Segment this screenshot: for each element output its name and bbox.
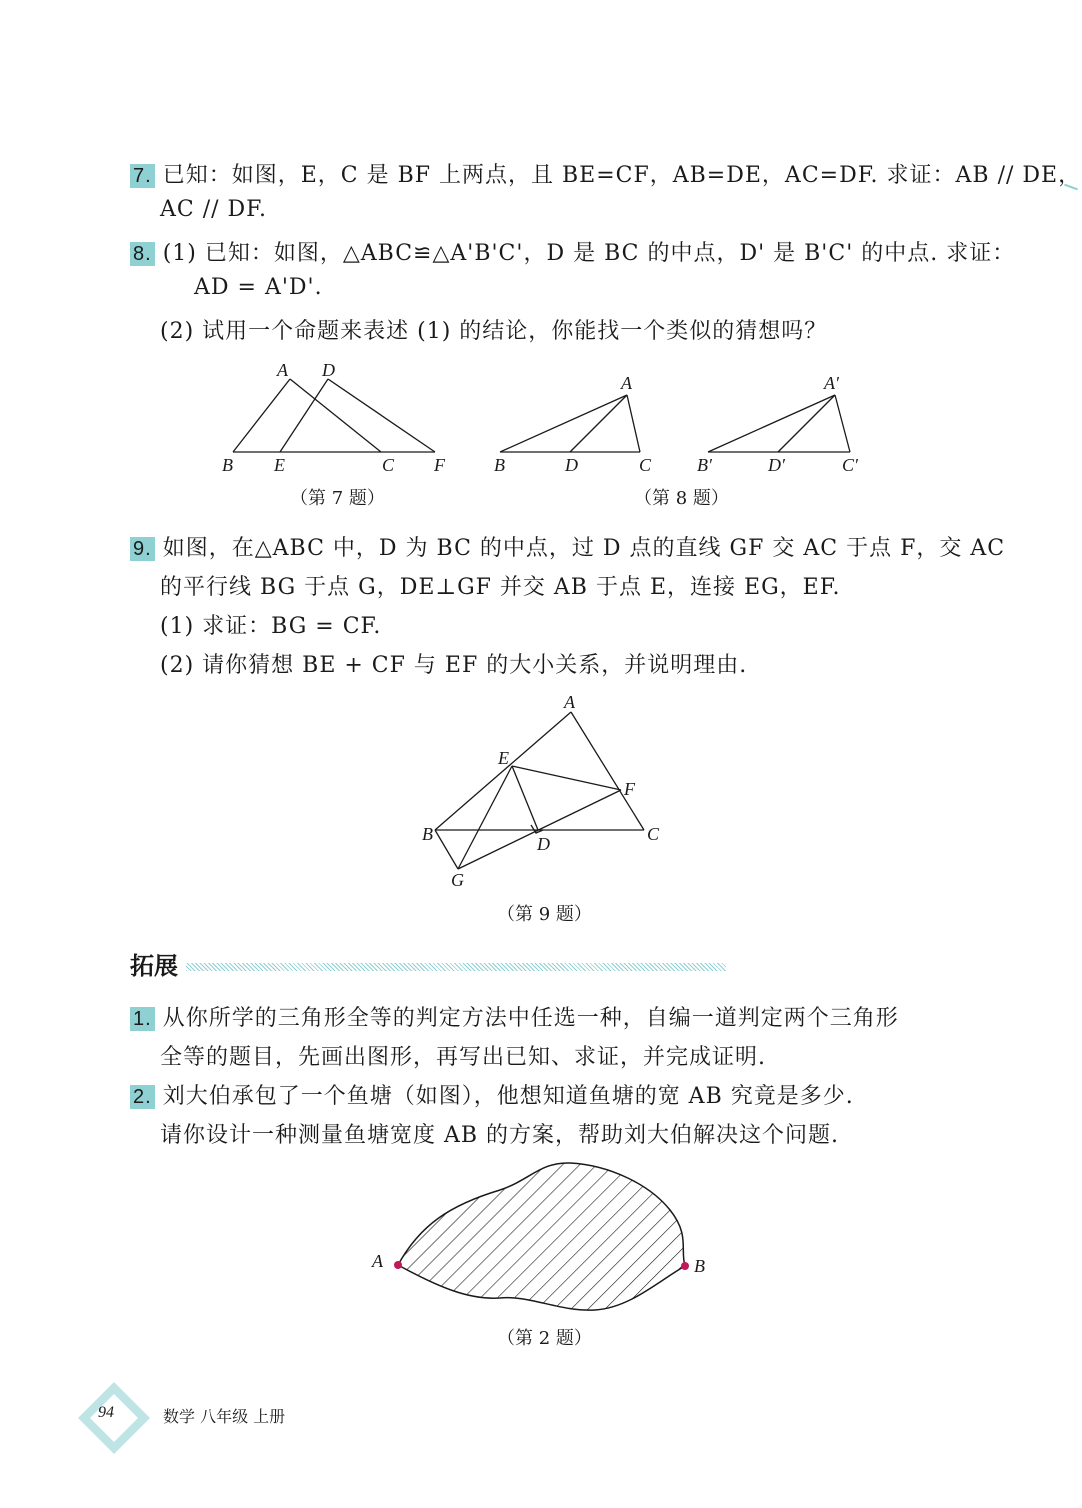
fig9 [0,680,1082,900]
section-title: 拓展 [130,952,178,980]
fig8-label-b: B [494,455,505,475]
q9-number: 9. [130,537,155,561]
page-number-badge [74,1378,154,1458]
q8-line2: AD = A'D'. [194,275,323,300]
fig7-label-e: E [274,455,285,475]
fig7-lines [233,379,435,452]
ext1-number: 1. [130,1007,155,1031]
fig8-label-a: A [621,373,632,393]
fig9-label-c: C [647,824,660,844]
fig7-label-c: C [382,455,395,475]
q9-line2: 的平行线 BG 于点 G，DE⊥GF 并交 AB 于点 E，连接 EG，EF. [160,575,841,600]
fig8-label-a2: A′ [824,373,839,393]
fig8-caption: （第 8 题） [634,488,729,509]
ext2-number: 2. [130,1085,155,1109]
ext1-line1 [130,1001,899,1032]
ext1-text1: 从你所学的三角形全等的判定方法中任选一种，自编一道判定两个三角形 [162,1006,899,1031]
fig7-caption: （第 7 题） [290,488,385,509]
fig8-label-c: C [639,455,652,475]
fig9-label-e: E [498,748,509,768]
q9-text1: 如图，在△ABC 中，D 为 BC 的中点，过 D 点的直线 GF 交 AC 于点 F，交 AC [162,536,1006,561]
fig9-label-a: A [564,692,575,712]
ext2-line2: 请你设计一种测量鱼塘宽度 AB 的方案，帮助刘大伯解决这个问题. [160,1123,840,1148]
q7-number: 7. [130,164,155,188]
page-number: 94 [98,1404,114,1421]
fig9-label-d: D [537,834,550,854]
fig8-label-b2: B′ [697,455,712,475]
pond-label-b: B [694,1256,705,1276]
q8-text1: (1) 已知：如图，△ABC≌△A'B'C'，D 是 BC 的中点，D' 是 B'C' 的中点. 求证： [162,241,1016,266]
q8-number: 8. [130,242,155,266]
pond-shape [398,1163,685,1310]
fig-pond [0,1150,1082,1330]
fig8-label-d: D [565,455,578,475]
ext2-text1: 刘大伯承包了一个鱼塘（如图），他想知道鱼塘的宽 AB 究竟是多少. [162,1084,854,1109]
fig7-label-a: A [277,360,288,380]
fig7-label-d: D [322,360,335,380]
fig8-right-lines [708,395,850,452]
fig7-label-b: B [222,455,233,475]
ext1-line2: 全等的题目，先画出图形，再写出已知、求证，并完成证明. [160,1045,766,1070]
q9-line3: (1) 求证：BG = CF. [160,614,382,639]
fig-pond-caption: （第 2 题） [497,1328,592,1349]
fig9-label-f: F [624,779,635,799]
pond-point-a [394,1261,402,1269]
q7-text1: 已知：如图，E，C 是 BF 上两点，且 BE=CF，AB=DE，AC=DF. 求证：AB // DE， [162,163,1082,188]
fig9-caption: （第 9 题） [497,904,592,925]
fig8-label-c2: C′ [842,455,858,475]
q9-line4: (2) 请你猜想 BE + CF 与 EF 的大小关系，并说明理由. [160,653,748,678]
q9-line1 [130,531,1005,562]
ext2-line1 [130,1079,854,1110]
fig9-label-g: G [451,870,464,890]
fig7-fig8 [0,0,1082,520]
q8-line3: (2) 试用一个命题来表述 (1) 的结论，你能找一个类似的猜想吗？ [160,319,828,344]
fig9-label-b: B [422,824,433,844]
fig7-label-f: F [434,455,445,475]
footer-book-title: 数学 八年级 上册 [163,1407,286,1426]
fig8-left-lines [500,395,640,452]
pond-point-b [681,1262,689,1270]
q7-line2: AC // DF. [160,197,268,222]
fig8-label-d2: D′ [768,455,785,475]
section-hatch-bar [186,963,726,971]
pond-label-a: A [372,1251,383,1271]
